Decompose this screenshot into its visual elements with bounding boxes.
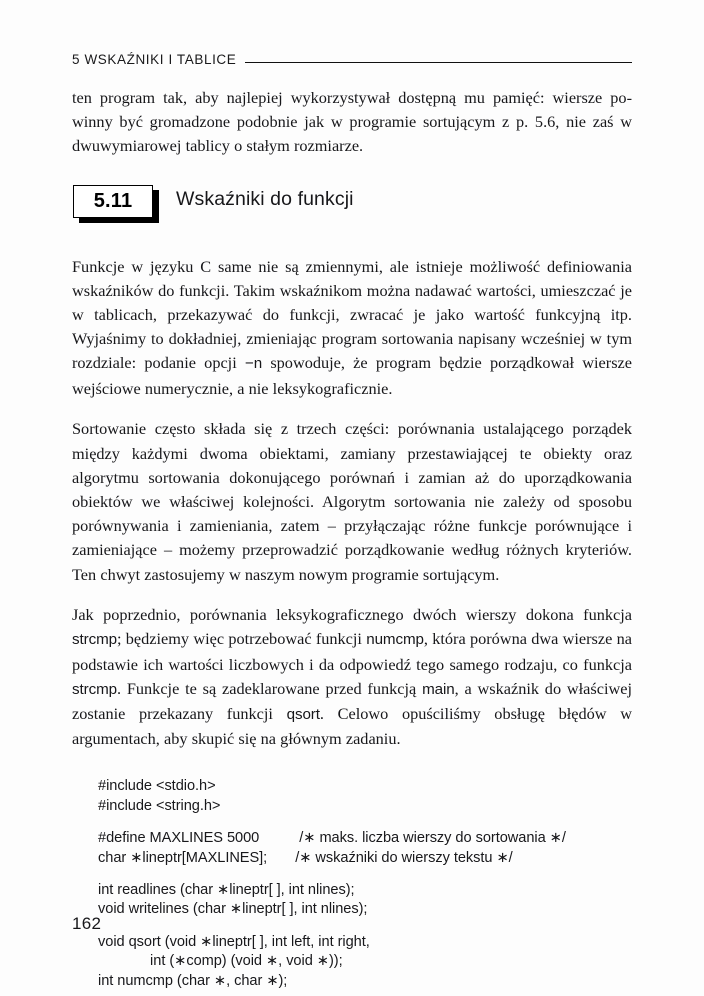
code-blank-line xyxy=(98,817,632,830)
inline-code-numcmp: numcmp xyxy=(366,631,424,649)
section-number-frame xyxy=(73,185,153,218)
section-heading xyxy=(72,185,632,227)
paragraph-3-part-b: ; będziemy więc potrzebować funkcji xyxy=(116,629,367,649)
section-title: Wskaźniki do funkcji xyxy=(176,187,354,210)
code-blank-line xyxy=(98,920,632,933)
code-line: #include <string.h> xyxy=(98,798,221,815)
inline-code-option-n: −n xyxy=(244,355,263,373)
section-number-box xyxy=(73,185,159,223)
page-content xyxy=(72,86,632,991)
code-line: int numcmp (char ∗, char ∗); xyxy=(98,972,288,989)
code-line: char ∗lineptr[MAXLINES]; /∗ wskaźniki do wierszy tekstu ∗/ xyxy=(98,849,513,866)
code-line: #define MAXLINES 5000 /∗ maks. liczba wierszy do sortowania ∗/ xyxy=(98,830,566,847)
header-rule xyxy=(245,62,632,63)
code-blank-line xyxy=(98,868,632,881)
paragraph-3-part-f: . Celowo opuściliśmy obsługę błędów w argumentach, aby skupić się na głównym zadaniu. xyxy=(72,704,632,749)
paragraph-1 xyxy=(72,255,632,401)
section-number: 5.11 xyxy=(93,190,133,213)
inline-code-strcmp-2: strcmp xyxy=(72,680,117,698)
code-line: #include <stdio.h> xyxy=(98,778,216,795)
inline-code-strcmp-1: strcmp xyxy=(72,631,117,649)
code-line: void writelines (char ∗lineptr[ ], int nlines); xyxy=(98,901,368,918)
code-line: void qsort (void ∗lineptr[ ], int left, int right, xyxy=(98,933,370,950)
paragraph-1-part-b: spowoduje, że program będzie porządkował wiersze wejściowe numerycznie, a nie leksykograficznie. xyxy=(72,353,632,398)
inline-code-main: main xyxy=(422,680,455,698)
code-listing xyxy=(72,777,632,991)
paragraph-3-part-d: . Funkcje te są zadeklarowane przed funkcją xyxy=(116,678,423,698)
code-line: int readlines (char ∗lineptr[ ], int nlines); xyxy=(98,881,355,898)
code-line: int (∗comp) (void ∗, void ∗)); xyxy=(98,953,343,970)
chapter-label: 5 WSKAŹNIKI I TABLICE xyxy=(72,51,237,67)
paragraph-3-part-c: , która porówna dwa wiersze na podstawie ich wartości liczbowych i da odpowiedź tego samego rodzaju, co funkcja xyxy=(72,629,632,674)
paragraph-intro: ten program tak, aby najlepiej wykorzystywał dostępną mu pamięć: wiersze po-winny być gromadzone podobnie jak w programie sortującym z p. 5.6, nie zaś w dwuwymiarowej tablicy o stałym rozmiarze. xyxy=(72,88,632,156)
running-head xyxy=(72,48,632,70)
paragraph-3 xyxy=(72,603,632,751)
paragraph-1-part-a: Funkcje w języku C same nie są zmiennymi, ale istnieje możliwość definiowania wskaźników do funkcji. Takim wskaźnikom można nadawać wartości, umieszczać je w tablicach, przekazywać do funkcji, zwracać je jako wartość funkcyjną itp. Wyjaśnimy to dokładniej, zmieniając program sortowania napisany wcześniej w tym rozdziale: podanie opcji xyxy=(72,256,632,373)
paragraph-3-part-a: Jak poprzednio, porównania leksykograficznego dwóch wierszy dokona funkcja xyxy=(72,605,632,625)
page-number: 162 xyxy=(72,914,102,933)
paragraph-3-part-e: , a wskaźnik do właściwej zostanie przekazany funkcji xyxy=(72,678,632,724)
inline-code-qsort: qsort xyxy=(286,706,320,724)
paragraph-2: Sortowanie często składa się z trzech części: porównania ustalającego porządek między każdymi dwoma obiektami, zamiany przestawiającej te obiekty oraz algorytmu sortowania dokonującego porównań i zamian aż do uporządkowania obiektów we właściwej kolejności. Algorytm sortowania nie zależy od sposobu porównywania i zamieniania, zatem – przyłączając różne funkcje porównujące i zamieniające – możemy przeprowadzić porządkowanie według różnych kryteriów. Ten chwyt zastosujemy w naszym nowym programie sortującym. xyxy=(72,419,632,584)
